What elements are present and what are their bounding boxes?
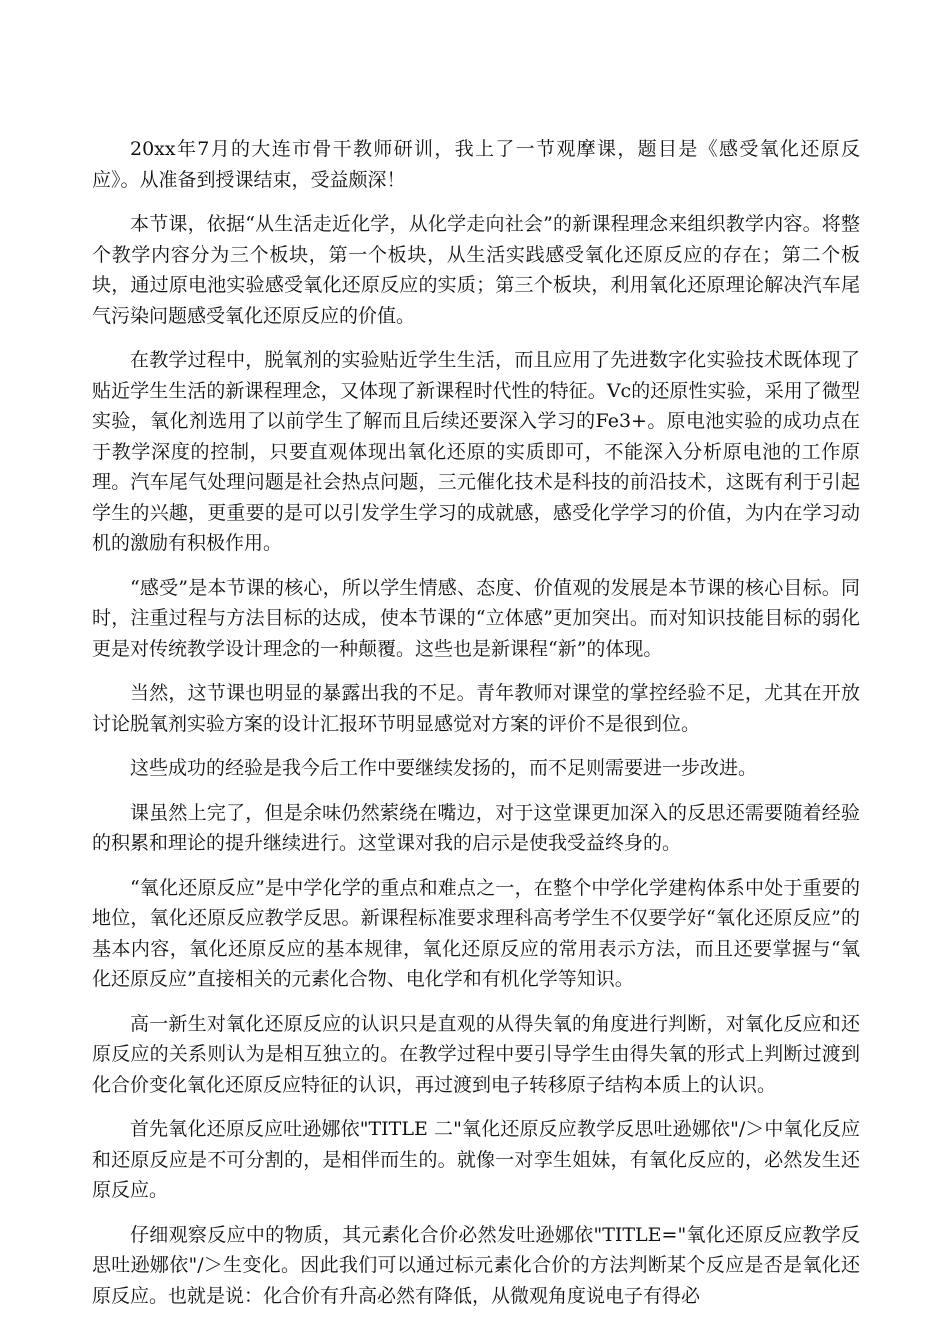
- paragraph-7: 课虽然上完了，但是余味仍然萦绕在嘴边，对于这堂课更加深入的反思还需要随着经验的积累和理论的提升继续进行。这堂课对我的启示是使我受益终身的。: [92, 801, 860, 854]
- paragraph-10: 首先氧化还原反应吐逊娜依"TITLE 二"氧化还原反应教学反思吐逊娜依"/＞中氧化反应和还原反应是不可分割的，是相伴而生的。就像一对孪生姐妹，有氧化反应的，必然发生还原反应。: [92, 1118, 860, 1201]
- paragraph-9: 高一新生对氧化还原反应的认识只是直观的从得失氧的角度进行判断，对氧化反应和还原反应的关系则认为是相互独立的。在教学过程中要引导学生由得失氧的形式上判断过渡到化合价变化氧化还原反应特征的认识，再过渡到电子转移原子结构本质上的认识。: [92, 1012, 860, 1096]
- paragraph-4: “感受”是本节课的核心，所以学生情感、态度、价值观的发展是本节课的核心目标。同时，注重过程与方法目标的达成，使本节课的“立体感”更加突出。而对知识技能目标的弱化更是对传统教学设计理念的一种颠覆。这些也是新课程“新”的体现。: [92, 576, 860, 660]
- paragraph-8: “氧化还原反应”是中学化学的重点和难点之一，在整个中学化学建构体系中处于重要的地位，氧化还原反应教学反思。新课程标准要求理科高考学生不仅要学好“氧化还原反应”的基本内容，氧化还原反应的基本规律，氧化还原反应的常用表示方法，而且还要掌握与“氧化还原反应”直接相关的元素化合物、电化学和有机化学等知识。: [92, 876, 860, 990]
- document-body: [92, 134, 860, 1325]
- paragraph-5: 当然，这节课也明显的暴露出我的不足。青年教师对课堂的掌控经验不足，尤其在开放讨论脱氧剂实验方案的设计汇报环节明显感觉对方案的评价不是很到位。: [92, 682, 860, 735]
- paragraph-11: 仔细观察反应中的物质，其元素化合价必然发吐逊娜依"TITLE="氧化还原反应教学反思吐逊娜依"/＞生变化。因此我们可以通过标元素化合价的方法判断某个反应是否是氧化还原反应。也就是说：化合价有升高必然有降低，从微观角度说电子有得必: [92, 1223, 860, 1307]
- paragraph-1: 20xx年7月的大连市骨干教师研训，我上了一节观摩课，题目是《感受氧化还原反应》。从准备到授课结束，受益颇深！: [92, 138, 860, 191]
- paragraph-2: 本节课，依据“从生活走近化学，从化学走向社会”的新课程理念来组织教学内容。将整个教学内容分为三个板块，第一个板块，从生活实践感受氧化还原反应的存在；第二个板块，通过原电池实验感受氧化还原反应的实质；第三个板块，利用氧化还原理论解决汽车尾气污染问题感受氧化还原反应的价值。: [92, 213, 860, 327]
- paragraph-6: 这些成功的经验是我今后工作中要继续发扬的，而不足则需要进一步改进。: [130, 757, 758, 779]
- paragraph-3: 在教学过程中，脱氧剂的实验贴近学生生活，而且应用了先进数字化实验技术既体现了贴近学生生活的新课程理念，又体现了新课程时代性的特征。Vc的还原性实验，采用了微型实验，氧化剂选用了以前学生了解而且后续还要深入学习的Fe3+。原电池实验的成功点在于教学深度的控制，只要直观体现出氧化还原的实质即可，不能深入分析原电池的工作原理。汽车尾气处理问题是社会热点问题，三元催化技术是科技的前沿技术，这既有利于引起学生的兴趣，更重要的是可以引发学生学习的成就感，感受化学学习的价值，为内在学习动机的激励有积极作用。: [92, 349, 860, 554]
